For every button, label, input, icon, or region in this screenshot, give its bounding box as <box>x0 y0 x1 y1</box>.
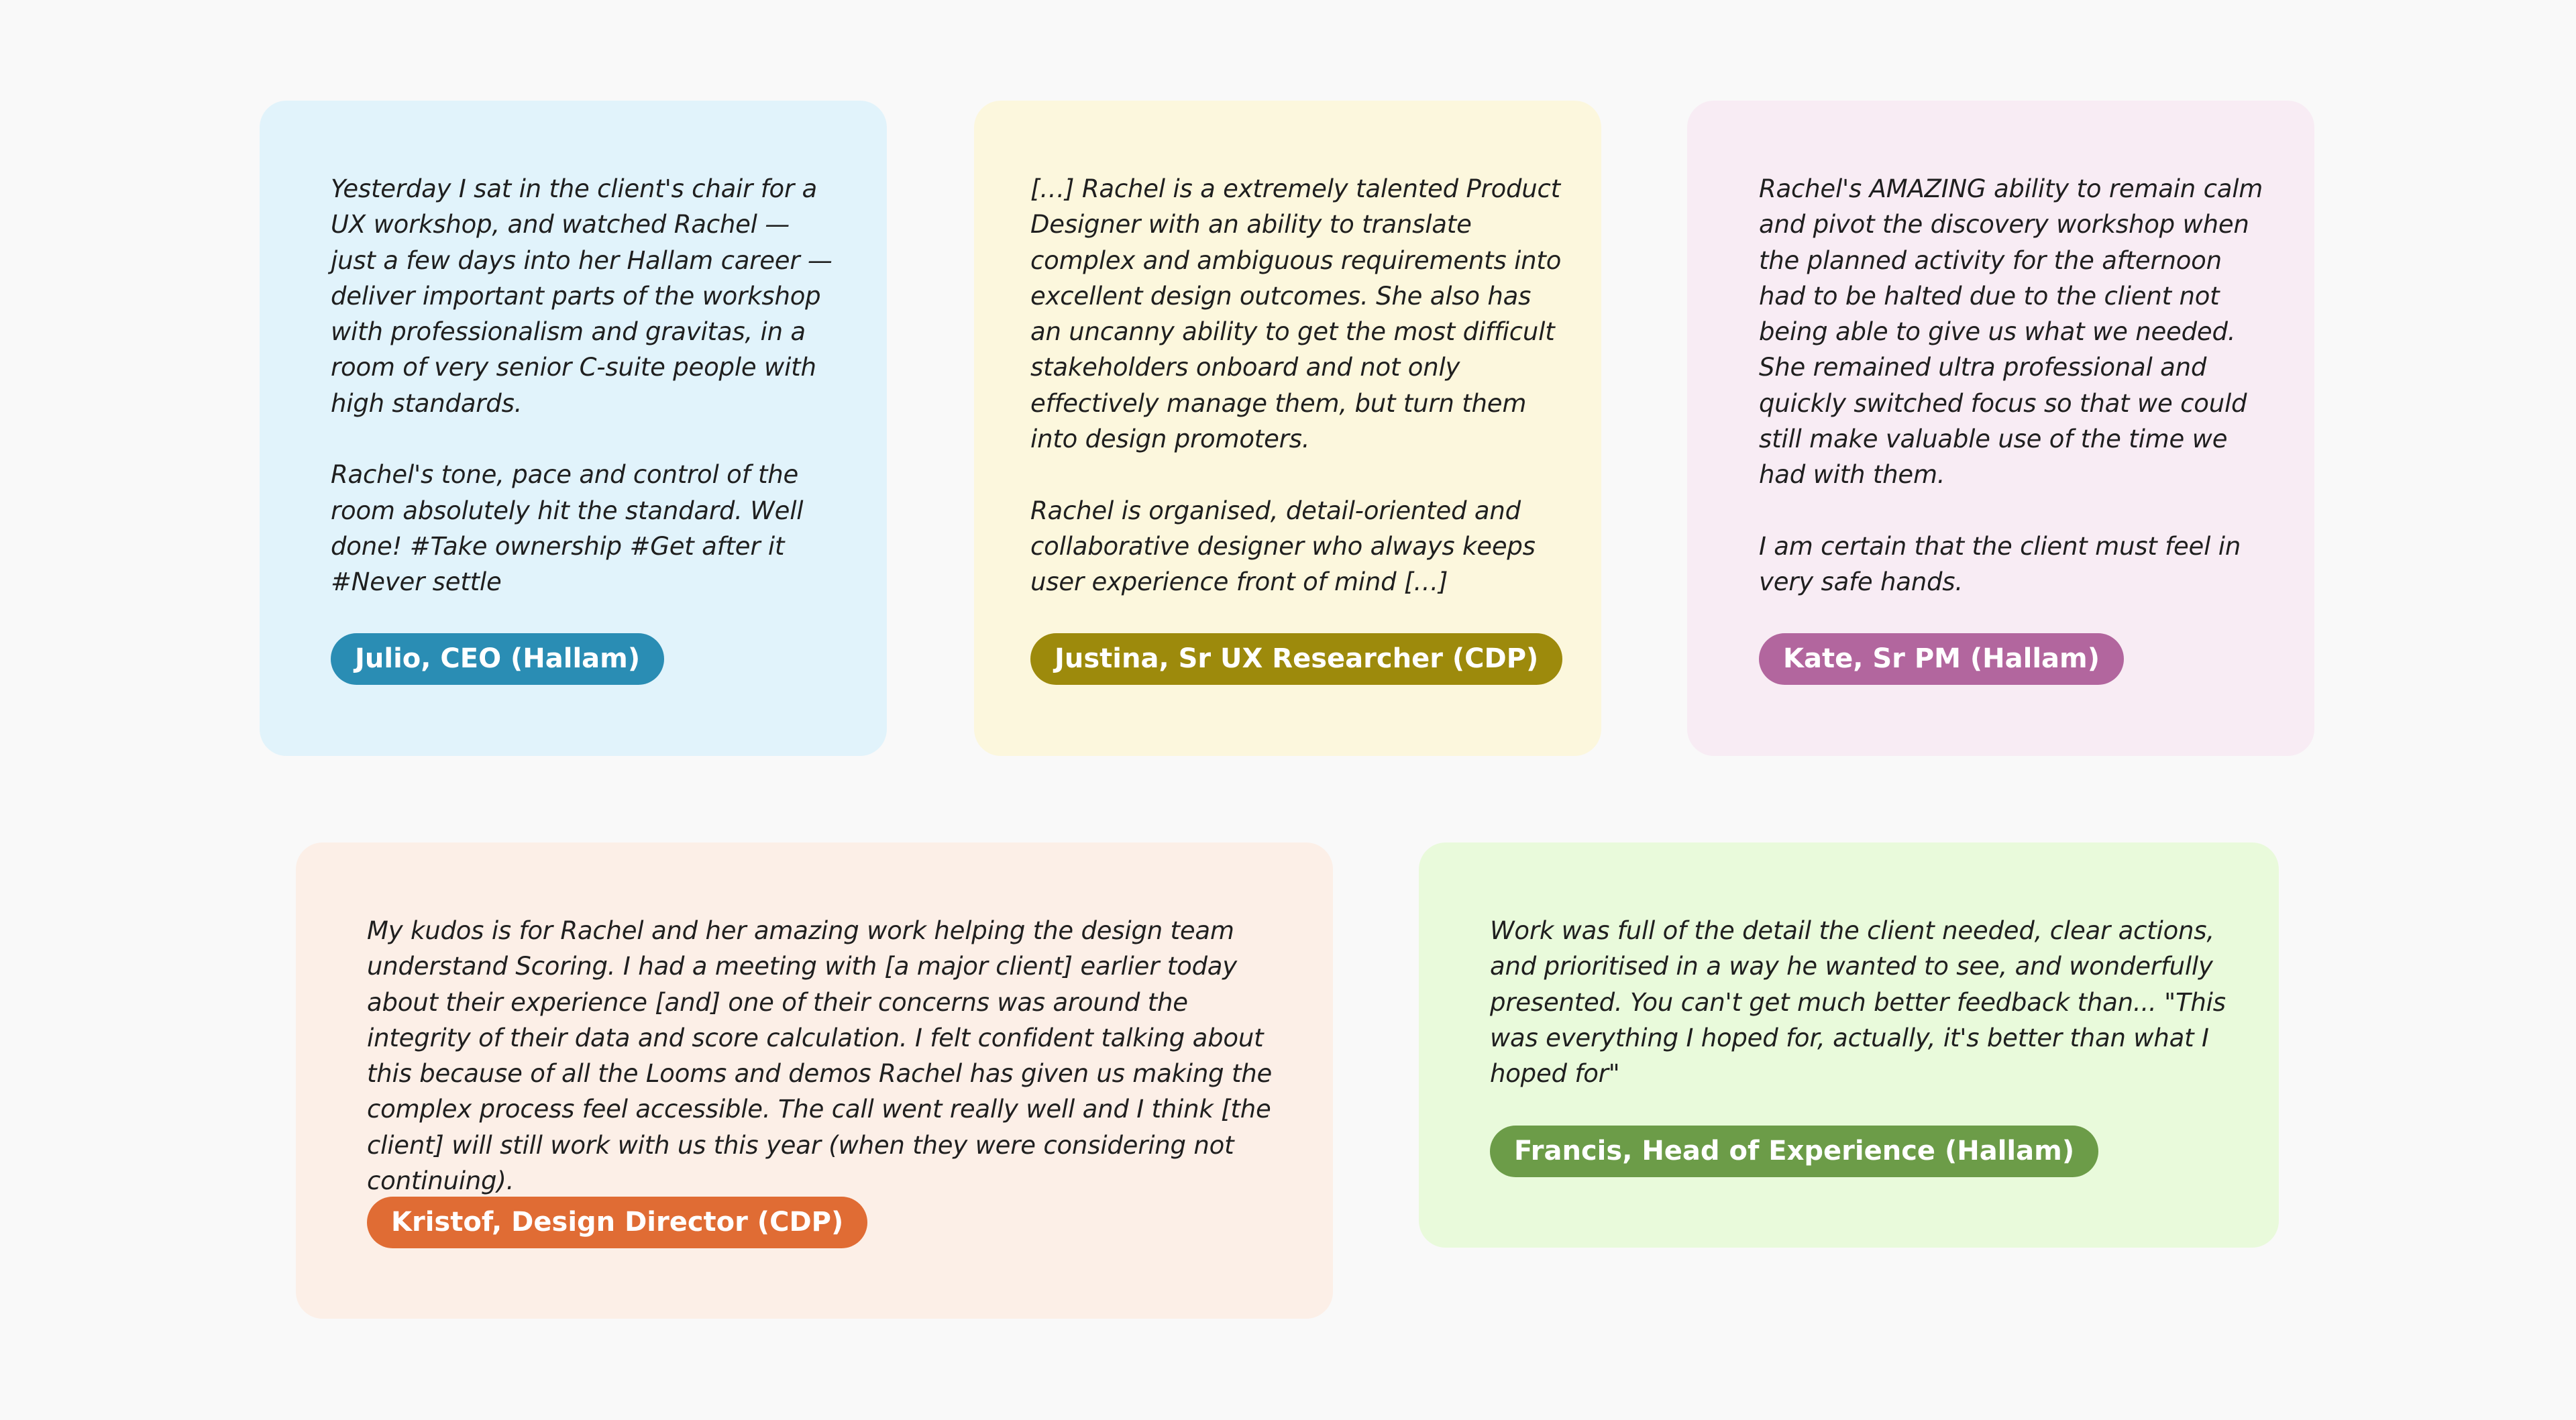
quote-paragraph: Rachel's tone, pace and control of the room absolutely hit the standard. Well done! #Take ownership #Get after it #Never settle <box>331 460 804 597</box>
quote-paragraph: I am certain that the client must feel in very safe hands. <box>1759 531 2241 597</box>
testimonial-card-kate <box>1687 101 2314 756</box>
testimonial-quote <box>331 171 841 600</box>
testimonial-quote <box>1030 171 1567 600</box>
testimonial-card-francis <box>1419 842 2279 1248</box>
author-badge: Justina, Sr UX Researcher (CDP) <box>1030 633 1562 685</box>
testimonial-card-julio <box>260 101 887 756</box>
quote-paragraph: Rachel's AMAZING ability to remain calm and pivot the discovery workshop when the planned activity for the afternoon had to be halted due to the client not being able to give us what we needed. She remained ultra professional and quickly switched focus so that we could still make valuable use of the time we had with them. <box>1759 174 2263 490</box>
author-badge: Francis, Head of Experience (Hallam) <box>1490 1126 2098 1177</box>
quote-paragraph: Rachel is organised, detail-oriented and collaborative designer who always keeps user experience front of mind […] <box>1030 496 1536 597</box>
author-badge: Julio, CEO (Hallam) <box>331 633 664 685</box>
quote-paragraph: Yesterday I sat in the client's chair for a UX workshop, and watched Rachel — just a few days into her Hallam career — deliver important parts of the workshop with professionalism and gravitas, in a room of very senior C-suite people with high standards. <box>331 174 833 418</box>
author-badge: Kate, Sr PM (Hallam) <box>1759 633 2124 685</box>
quote-paragraph: My kudos is for Rachel and her amazing work helping the design team understand Scoring. I had a meeting with [a major client] earlier today about their experience [and] one of their concerns was around the integrity of their data and score calculation. I felt confident talking about this because of all the Looms and demos Rachel has given us making the complex process feel accessible. The call went really well and I think [the client] will still work with us this year (when they were considering not continuing). <box>367 916 1273 1196</box>
testimonial-quote <box>1759 171 2275 600</box>
testimonial-quote <box>1490 913 2228 1091</box>
testimonial-card-justina <box>974 101 1601 756</box>
testimonial-card-kristof <box>296 842 1333 1319</box>
author-badge: Kristof, Design Director (CDP) <box>367 1197 867 1248</box>
quote-paragraph: […] Rachel is a extremely talented Product Designer with an ability to translate complex and ambiguous requirements into excellent design outcomes. She also has an uncanny ability to get the most difficult stakeholders onboard and not only effectively manage them, but turn them into design promoters. <box>1030 174 1562 454</box>
testimonial-quote <box>367 913 1293 1199</box>
quote-paragraph: Work was full of the detail the client needed, clear actions, and prioritised in a way he wanted to see, and wonderfully presented. You can't get much better feedback than... "This was everything I hoped for, actually, it's better than what I hoped for" <box>1490 916 2226 1089</box>
